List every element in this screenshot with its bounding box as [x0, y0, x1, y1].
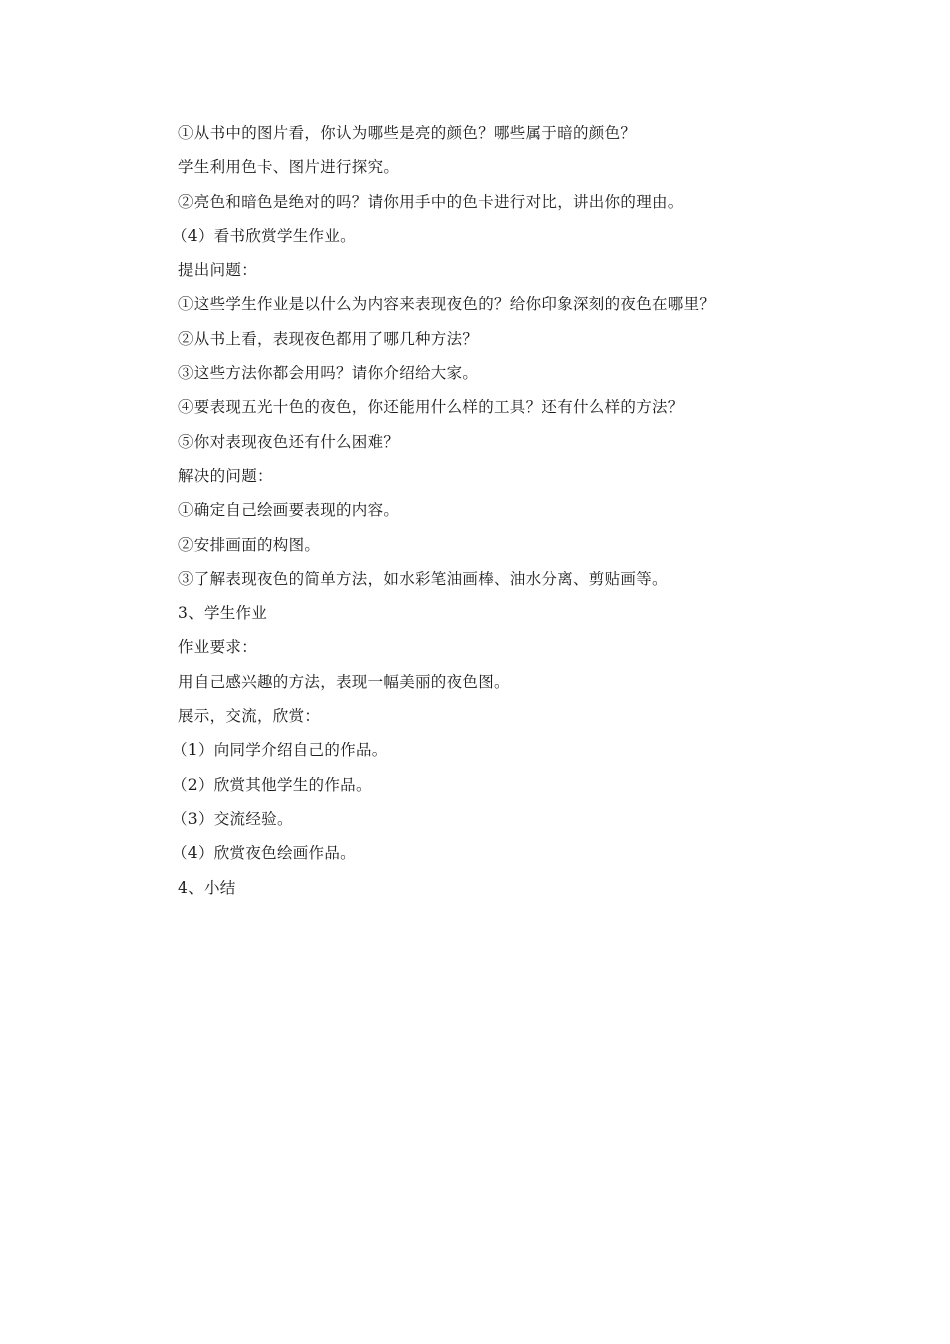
- question-4: ④要表现五光十色的夜色，你还能用什么样的工具？还有什么样的方法？: [178, 398, 684, 417]
- solve-problems-heading: 解决的问题：: [178, 466, 273, 485]
- step-4-heading: （4）看书欣赏学生作业。: [172, 226, 356, 245]
- question-2: ②从书上看，表现夜色都用了哪几种方法？: [178, 329, 479, 348]
- question-5: ⑤你对表现夜色还有什么困难？: [178, 432, 400, 451]
- homework-requirements-heading: 作业要求：: [178, 638, 258, 657]
- question-bright-colors: ①从书中的图片看，你认为哪些是亮的颜色？哪些属于暗的颜色？: [178, 124, 637, 142]
- display-exchange-heading: 展示，交流，欣赏：: [178, 707, 321, 726]
- display-item-4: （4）欣赏夜色绘画作品。: [172, 844, 356, 863]
- question-1: ①这些学生作业是以什么为内容来表现夜色的？给你印象深刻的夜色在哪里？: [178, 295, 716, 314]
- section-3-heading: 3、学生作业: [178, 604, 268, 623]
- document-body: [172, 116, 818, 905]
- solution-3: ③了解表现夜色的简单方法，如水彩笔油画棒、油水分离、剪贴画等。: [178, 569, 668, 588]
- display-item-3: （3）交流经验。: [172, 809, 293, 828]
- solution-1: ①确定自己绘画要表现的内容。: [178, 501, 400, 520]
- question-absolute-colors: ②亮色和暗色是绝对的吗？请你用手中的色卡进行对比，讲出你的理由。: [178, 192, 684, 211]
- solution-2: ②安排画面的构图。: [178, 535, 321, 554]
- raise-questions-heading: 提出问题：: [178, 261, 258, 280]
- display-item-2: （2）欣赏其他学生的作品。: [172, 775, 372, 794]
- homework-requirement-text: 用自己感兴趣的方法，表现一幅美丽的夜色图。: [178, 672, 510, 691]
- section-4-heading: 4、小结: [178, 878, 236, 897]
- question-3: ③这些方法你都会用吗？请你介绍给大家。: [178, 364, 479, 383]
- display-item-1: （1）向同学介绍自己的作品。: [172, 741, 388, 760]
- student-explore-text: 学生利用色卡、图片进行探究。: [178, 158, 400, 177]
